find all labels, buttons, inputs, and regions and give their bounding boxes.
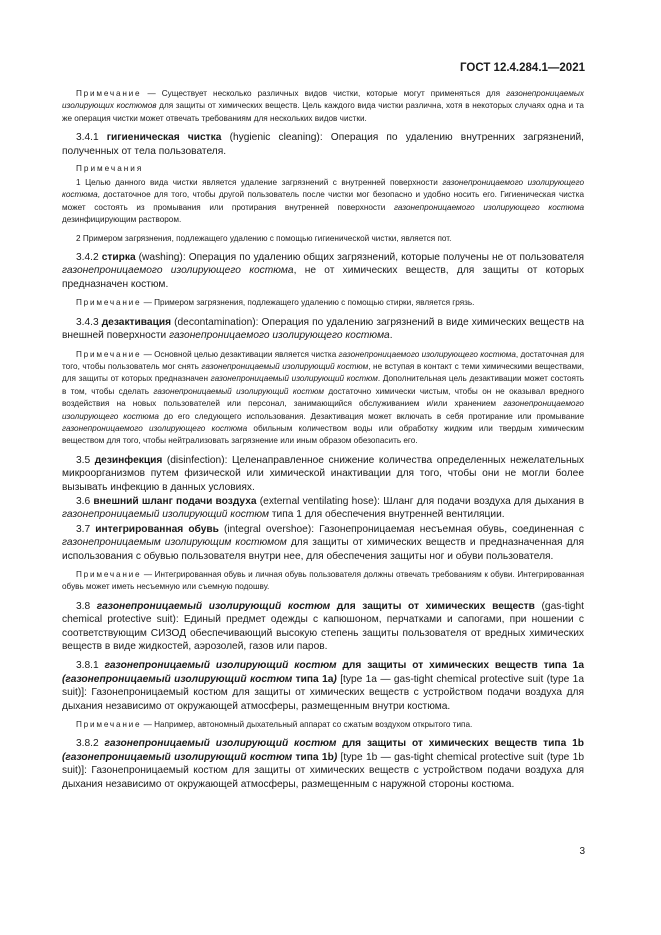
- text-run: , достаточное для того, чтобы другой пользователь после чистки мог безопасно и удобно носить его. Гигиеническая чистка может состоять из промывания или протирания внутренней поверхности: [62, 190, 584, 212]
- text-run: 3.6: [76, 495, 94, 507]
- definition-paragraph: [62, 659, 584, 713]
- text-run: 3.8.2: [76, 738, 105, 750]
- italic-text: газонепроницаемый изолирующий костюм: [201, 361, 369, 371]
- text-run: до его следующего использования. Дезактивация может включать в себя протирание или промывание: [158, 411, 584, 421]
- term-text: газонепроницаемый изолирующий костюм: [96, 600, 331, 612]
- notes-heading: [62, 164, 584, 173]
- italic-text: газонепроницаемого изолирующего костюма: [62, 265, 294, 277]
- document-body: [62, 88, 584, 797]
- text-run: (decontamination): Операция по удалению загрязнений в виде химических веществ на внешней поверхности: [62, 316, 584, 342]
- term-text: типа 1b: [292, 751, 334, 763]
- text-run: [type 1a — gas-tight chemical protective suit (type 1a suit)]: Газонепроницаемый костюм для защиты от химических веществ с устройством подачи воздуха для дыхания независимо от окружающей атмосферы, размещенным внутри костюма.: [62, 673, 584, 712]
- text-run: достаточно химически чистым, чтобы он не оказывал вредного воздействия на новых пользователей или персонал, занимающийся обслуживанием и/или хранением: [62, 386, 584, 409]
- text-run: — Основной целью дезактивации является чистка: [141, 349, 339, 359]
- term-text: для защиты от химических веществ типа 1b: [336, 738, 584, 750]
- italic-text: газонепроницаемого изолирующего костюма: [338, 349, 516, 359]
- text-run: . Дополнительная цель дезактивации может состоять в том, чтобы сделать: [62, 374, 585, 396]
- definition-paragraph: [62, 523, 584, 563]
- term-text: типа 1a: [292, 673, 334, 685]
- text-run: (gas-tight chemical protective suit): Единый предмет одежды с капюшоном, перчатками и сапогами, при ношении с соответствующим СИЗОД обеспечивающий высокую степень защиты пользователя от вредных химических веществ в виде жидкостей, аэрозолей, газов или паров.: [62, 600, 584, 653]
- text-run: обильным количеством воды или обработку жидким или твердым химическим веществом для того, чтобы нейтрализовать загрязнение или иным образом обезопасить его.: [62, 423, 584, 446]
- text-run: — Существует несколько различных видов чистки, которые могут применяться для: [141, 89, 507, 98]
- term-text: для защиты от химических веществ типа 1a: [336, 660, 584, 672]
- text-run: 3.8.1: [76, 660, 105, 672]
- italic-text: газонепроницаемый изолирующий костюм: [153, 386, 324, 396]
- text-run: типа 1 для обеспечения внутренней вентиляции.: [269, 509, 505, 521]
- text-run: для защиты от химических веществ и предназначенная для использования с обувью пользователя внутри нее, для обеспечения защиты ног и обуви пользователя.: [62, 537, 585, 562]
- definition-paragraph: [62, 737, 584, 791]
- italic-text: газонепроницаемый изолирующий костюм: [210, 374, 378, 384]
- text-run: дезинфицирующим раствором.: [62, 215, 182, 225]
- definition-paragraph: [62, 131, 584, 158]
- term-text: для защиты от химических веществ: [330, 600, 535, 612]
- text-run: (integral overshoe): Газонепроницаемая несъемная обувь, соединенная с: [218, 523, 585, 535]
- term-text: газонепроницаемый изолирующий костюм: [104, 738, 337, 750]
- text-run: Примечания: [76, 164, 144, 174]
- term-text: дезактивация: [101, 316, 172, 328]
- text-run: 1 Целью данного вида чистки является удаление загрязнений с внутренней поверхности: [76, 178, 443, 188]
- term-text: (газонепроницаемый изолирующий костюм: [62, 751, 293, 763]
- italic-text: газонепроницаемого изолирующего костюма: [169, 330, 390, 342]
- text-run: 2 Примером загрязнения, подлежащего удалению с помощью гигиенической чистки, является пот.: [76, 233, 452, 243]
- italic-text: газонепроницаемого изолирующего костюма: [62, 178, 584, 200]
- italic-text: газонепроницаемого изолирующего костюма: [393, 202, 585, 212]
- text-run: , не вступая в контакт с теми химическими веществами, для защиты от которых предназначен: [62, 361, 584, 384]
- text-run: Примечание: [76, 349, 142, 359]
- term-text: дезинфекция: [94, 454, 163, 466]
- term-text: газонепроницаемый изолирующий костюм: [104, 660, 337, 672]
- italic-text: газонепроницаемого изолирующего костюма: [62, 423, 248, 433]
- text-run: (disinfection): Целенаправленное снижение количества определенных нежелательных микроорганизмов путем физической или химической инактивации для того, чтобы они не могли более вызывать инфекцию в данных условиях.: [62, 454, 584, 493]
- definition-paragraph: [62, 251, 584, 291]
- text-run: 3.5: [76, 454, 95, 466]
- text-run: Примечание: [76, 298, 142, 308]
- text-run: Примечание: [76, 720, 142, 730]
- text-run: — Интегрированная обувь и личная обувь пользователя должны отвечать требованиям к обуви. Интегрированная обувь может иметь несъемную или съемную подошву.: [62, 570, 584, 592]
- definition-paragraph: [62, 316, 584, 343]
- note-paragraph: [62, 177, 584, 227]
- term-text: (газонепроницаемый изолирующий костюм: [62, 673, 293, 685]
- text-run: — Например, автономный дыхательный аппарат со сжатым воздухом открытого типа.: [141, 720, 473, 730]
- term-text: внешний шланг подачи воздуха: [93, 495, 257, 507]
- text-run: Примечание: [76, 89, 142, 98]
- text-run: .: [389, 330, 393, 342]
- text-run: 3.8: [76, 600, 97, 612]
- text-run: для защиты от химических веществ. Цель каждого вида чистки различна, хотя в некоторых случаях одна и та же операция чистки может отвечать требованиям для нескольких видов чистки.: [62, 101, 584, 123]
- page-number: 3: [579, 846, 585, 857]
- note-paragraph: [62, 349, 584, 448]
- text-run: 3.7: [76, 523, 96, 535]
- term-text: стирка: [101, 252, 136, 264]
- italic-text: газонепроницаемый изолирующий костюм: [62, 509, 270, 521]
- definition-paragraph: [62, 454, 584, 494]
- definition-paragraph: [62, 600, 584, 654]
- term-text: гигиеническая чистка: [106, 132, 222, 144]
- text-run: , не от химических веществ, для защиты от которых предназначен костюм.: [62, 265, 584, 290]
- note-paragraph: [62, 297, 584, 309]
- text-run: (external ventilating hose): Шланг для подачи воздуха для дыхания в: [256, 495, 584, 507]
- definition-paragraph: [62, 495, 584, 522]
- term-text: ): [333, 751, 338, 763]
- text-run: (hygienic cleaning): Операция по удалению внутренних загрязнений, полученных от тела пользователя.: [62, 132, 585, 157]
- note-paragraph: [62, 719, 584, 731]
- text-run: 3.4.1: [76, 132, 107, 144]
- text-run: 3.4.3: [76, 316, 102, 328]
- term-text: ): [333, 673, 337, 685]
- text-run: (washing): Операция по удалению общих загрязнений, которые получены не от пользователя: [135, 252, 584, 264]
- note-paragraph: [62, 569, 584, 594]
- note-paragraph: [62, 88, 584, 125]
- text-run: Примечание: [76, 570, 142, 579]
- text-run: [type 1b — gas-tight chemical protective suit (type 1b suit)]: Газонепроницаемый костюм для защиты от химических веществ с устройством подачи воздуха для дыхания независимо от окружающей атмосферы, размещенным с наружной стороны костюма.: [62, 751, 584, 790]
- italic-text: газонепроницаемым изолирующим костюмом: [62, 537, 287, 549]
- italic-text: газонепроницаемого изолирующего костюма: [62, 399, 584, 421]
- italic-text: газонепроницаемых изолирующих костюмов: [62, 89, 584, 111]
- document-header: ГОСТ 12.4.284.1—2021: [460, 62, 585, 74]
- text-run: — Примером загрязнения, подлежащего удалению с помощью стирки, является грязь.: [141, 298, 475, 308]
- text-run: , достаточная для того, чтобы пользователь мог снять: [62, 349, 584, 371]
- term-text: интегрированная обувь: [95, 523, 219, 535]
- text-run: 3.4.2: [76, 252, 102, 264]
- note-paragraph: [62, 233, 584, 245]
